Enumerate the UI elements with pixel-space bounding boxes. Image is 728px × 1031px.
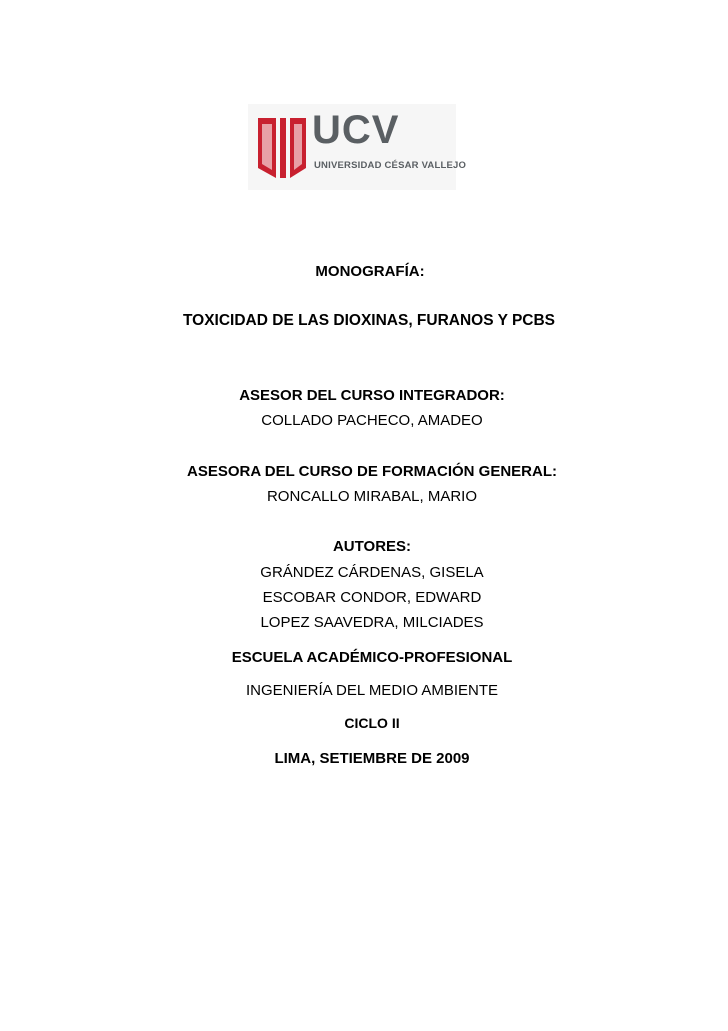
author-name: LOPEZ SAAVEDRA, MILCIADES — [260, 614, 484, 631]
logo-university-name: UNIVERSIDAD CÉSAR VALLEJO — [314, 160, 467, 171]
school-label: ESCUELA ACADÉMICO-PROFESIONAL — [231, 649, 513, 666]
authors-label: AUTORES: — [332, 538, 412, 555]
advisor-general-name: RONCALLO MIRABAL, MARIO — [266, 488, 478, 505]
university-logo — [248, 104, 467, 190]
author-name: ESCOBAR CONDOR, EDWARD — [262, 589, 482, 606]
program-name: INGENIERÍA DEL MEDIO AMBIENTE — [246, 682, 498, 699]
document-title: TOXICIDAD DE LAS DIOXINAS, FURANOS Y PCBS — [182, 312, 556, 329]
logo-acronym: UCV — [312, 108, 400, 152]
advisor-integrator-label: ASESOR DEL CURSO INTEGRADOR: — [239, 387, 505, 404]
advisor-general-label: ASESORA DEL CURSO DE FORMACIÓN GENERAL: — [186, 463, 558, 480]
cycle-label: CICLO II — [344, 715, 400, 731]
place-date: LIMA, SETIEMBRE DE 2009 — [274, 750, 470, 767]
document-type-label: MONOGRAFÍA: — [315, 263, 425, 280]
author-name: GRÁNDEZ CÁRDENAS, GISELA — [260, 564, 484, 581]
ucv-emblem-icon — [256, 114, 308, 180]
advisor-integrator-name: COLLADO PACHECO, AMADEO — [261, 412, 483, 429]
